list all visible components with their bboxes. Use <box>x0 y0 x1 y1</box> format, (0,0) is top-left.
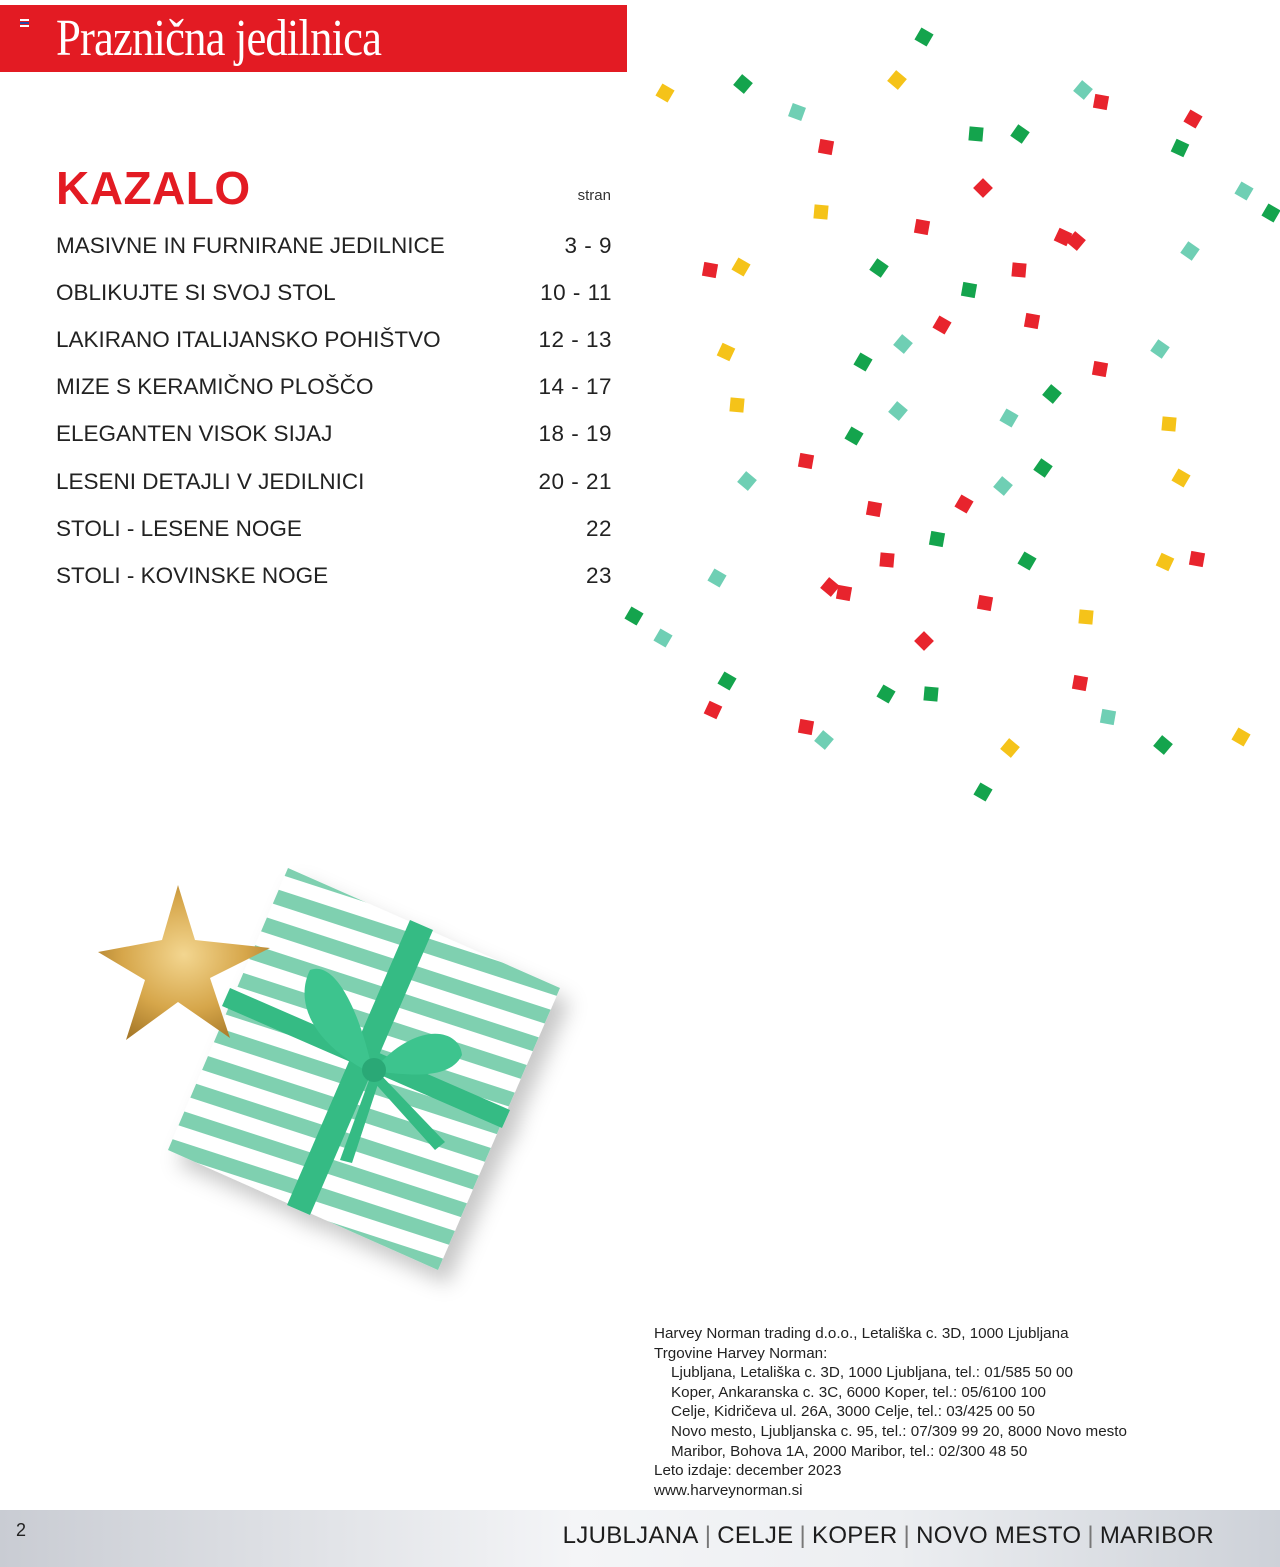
flag-icon <box>20 19 29 27</box>
confetti-piece <box>653 628 672 647</box>
confetti-piece <box>1093 94 1109 110</box>
store-line: Maribor, Bohova 1A, 2000 Maribor, tel.: 02/300 48 50 <box>671 1442 1028 1460</box>
confetti-piece <box>820 577 840 597</box>
city-name: MARIBOR <box>1099 1522 1214 1549</box>
page-title: Praznična jedilnica <box>56 10 382 67</box>
confetti-piece <box>1042 384 1062 404</box>
confetti-piece <box>1261 203 1280 222</box>
confetti-piece <box>717 343 736 362</box>
toc-entry-pages: 18 - 19 <box>538 421 612 447</box>
toc-entry-label: STOLI - KOVINSKE NOGE <box>56 562 329 588</box>
city-separator: | <box>1087 1522 1094 1549</box>
confetti-piece <box>1092 361 1108 377</box>
confetti-piece <box>1161 416 1176 431</box>
confetti-piece <box>887 70 907 90</box>
confetti-piece <box>818 139 834 155</box>
confetti-piece <box>814 730 834 750</box>
confetti-piece <box>1066 231 1086 251</box>
toc-entry-pages: 20 - 21 <box>538 468 612 494</box>
toc-entry-label: LESENI DETAJLI V JEDILNICI <box>56 468 365 494</box>
toc-entry[interactable] <box>56 458 612 505</box>
confetti-piece <box>798 719 814 735</box>
confetti-piece <box>1073 80 1093 100</box>
toc-entry-label: MIZE S KERAMIČNO PLOŠČO <box>56 374 374 400</box>
confetti-piece <box>717 671 736 690</box>
city-name: NOVO MESTO <box>916 1522 1082 1549</box>
confetti-piece <box>929 531 945 547</box>
city-separator: | <box>903 1522 911 1549</box>
confetti-piece <box>876 684 895 703</box>
confetti-piece <box>888 401 908 421</box>
confetti-piece <box>836 585 852 601</box>
confetti-piece <box>702 262 718 278</box>
confetti-piece <box>993 476 1013 496</box>
company-address: Harvey Norman trading d.o.o., Letališka c. 3D, 1000 Ljubljana <box>654 1325 1069 1342</box>
confetti-piece <box>1017 551 1036 570</box>
confetti-piece <box>879 552 894 567</box>
confetti-piece <box>704 701 723 720</box>
confetti-piece <box>961 282 977 298</box>
city-name: CELJE <box>717 1522 794 1549</box>
confetti-piece <box>973 178 993 198</box>
confetti-piece <box>914 27 933 46</box>
toc-entry-pages: 14 - 17 <box>538 374 612 400</box>
confetti-piece <box>1010 124 1029 143</box>
confetti-piece <box>1183 109 1202 128</box>
store-line: Novo mesto, Ljubljanska c. 95, tel.: 07/309 99 20, 8000 Novo mesto <box>671 1422 1127 1440</box>
confetti-piece <box>893 334 913 354</box>
city-separator: | <box>799 1522 807 1549</box>
toc-entry-label: ELEGANTEN VISOK SIJAJ <box>56 421 333 447</box>
toc-entry-pages: 22 <box>585 515 612 541</box>
toc-entry-label: MASIVNE IN FURNIRANE JEDILNICE <box>56 232 445 258</box>
toc-entry[interactable] <box>56 505 612 552</box>
toc-entry[interactable] <box>56 411 612 458</box>
confetti-piece <box>813 204 828 219</box>
confetti-piece <box>1072 675 1088 691</box>
confetti-piece <box>914 219 930 235</box>
confetti-piece <box>1024 313 1040 329</box>
confetti-piece <box>1171 468 1190 487</box>
footer-bar <box>0 1510 1280 1567</box>
confetti-piece <box>1189 551 1205 567</box>
stores-label: Trgovine Harvey Norman: <box>654 1344 828 1362</box>
confetti-piece <box>844 426 863 445</box>
confetti-piece <box>1234 181 1253 200</box>
store-line: Ljubljana, Letališka c. 3D, 1000 Ljubljana, tel.: 01/585 50 00 <box>671 1364 1073 1382</box>
confetti-piece <box>869 258 888 277</box>
confetti-piece <box>707 568 726 587</box>
confetti-piece <box>1171 139 1190 158</box>
confetti-piece <box>624 606 643 625</box>
toc-entry-label: STOLI - LESENE NOGE <box>56 515 302 541</box>
contact-block <box>654 1324 1127 1500</box>
confetti-piece <box>729 397 744 412</box>
confetti-piece <box>968 126 983 141</box>
toc-column-label: stran <box>577 187 611 204</box>
toc-entry[interactable] <box>56 364 612 411</box>
confetti-piece <box>731 257 750 276</box>
toc-entry[interactable] <box>56 552 612 599</box>
confetti-piece <box>788 103 806 121</box>
toc-entry-label: OBLIKUJTE SI SVOJ STOL <box>56 279 336 305</box>
confetti-piece <box>1150 339 1169 358</box>
confetti-piece <box>954 494 973 513</box>
website-link[interactable]: www.harveynorman.si <box>654 1481 803 1499</box>
confetti-piece <box>977 595 993 611</box>
store-cities <box>563 1522 1214 1550</box>
confetti-piece <box>973 782 992 801</box>
confetti-piece <box>1054 228 1073 247</box>
issue-date: Leto izdaje: december 2023 <box>654 1462 842 1480</box>
toc-entry-pages: 3 - 9 <box>564 232 612 258</box>
confetti-piece <box>1231 727 1250 746</box>
confetti-piece <box>866 501 882 517</box>
confetti-piece <box>914 631 934 651</box>
page-number: 2 <box>16 1520 27 1540</box>
title-banner <box>0 5 627 72</box>
toc-entry[interactable] <box>56 316 612 363</box>
confetti-piece <box>655 83 674 102</box>
toc-entry-pages: 12 - 13 <box>538 326 612 352</box>
store-line: Koper, Ankaranska c. 3C, 6000 Koper, tel.: 05/6100 100 <box>671 1383 1046 1401</box>
toc-heading: KAZALO <box>56 162 251 214</box>
confetti-piece <box>1011 262 1026 277</box>
confetti-piece <box>737 471 757 491</box>
confetti-piece <box>932 315 951 334</box>
confetti-piece <box>733 74 753 94</box>
toc-entry-pages: 23 <box>585 562 612 588</box>
gift-box-icon <box>90 860 590 1310</box>
gift-box <box>168 868 560 1270</box>
confetti-piece <box>1000 738 1020 758</box>
confetti-piece <box>923 686 938 701</box>
confetti-piece <box>853 352 872 371</box>
city-name: KOPER <box>812 1522 898 1549</box>
table-of-contents <box>56 222 612 600</box>
confetti-piece <box>1078 609 1093 624</box>
confetti-piece <box>1153 735 1173 755</box>
confetti-piece <box>1156 553 1175 572</box>
confetti-piece <box>1033 458 1052 477</box>
toc-entry[interactable] <box>56 222 612 269</box>
confetti-piece <box>798 453 814 469</box>
toc-entry-pages: 10 - 11 <box>540 279 612 305</box>
store-line: Celje, Kidričeva ul. 26A, 3000 Celje, tel.: 03/425 00 50 <box>671 1403 1035 1421</box>
city-name: LJUBLJANA <box>562 1522 699 1549</box>
confetti-piece <box>1100 709 1116 725</box>
confetti-piece <box>999 408 1018 427</box>
toc-entry-label: LAKIRANO ITALIJANSKO POHIŠTVO <box>56 326 441 352</box>
toc-entry[interactable] <box>56 269 612 316</box>
confetti-piece <box>1180 241 1199 260</box>
city-separator: | <box>704 1522 712 1549</box>
